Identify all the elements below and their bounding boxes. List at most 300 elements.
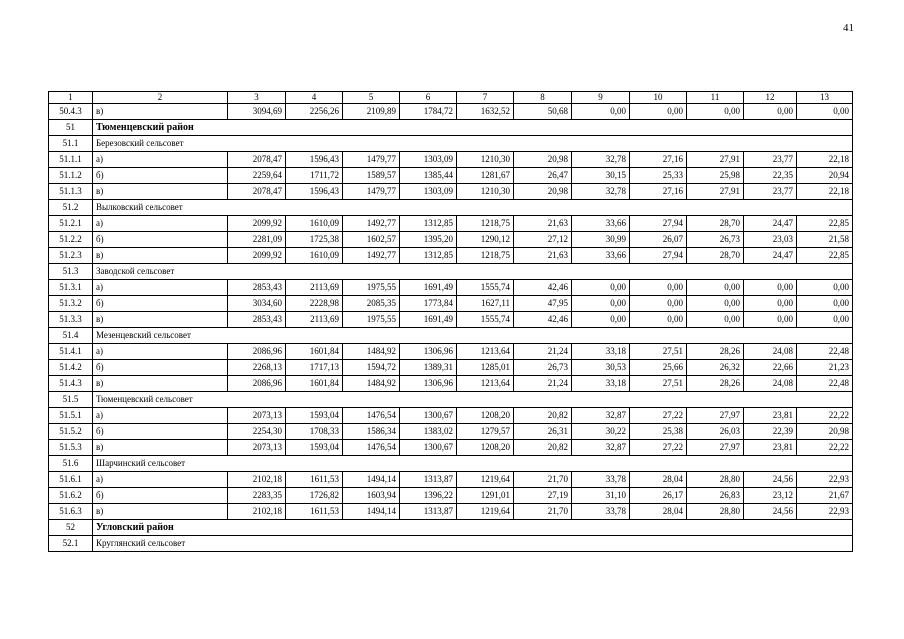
value-cell: 2853,43: [228, 280, 286, 296]
row-label: а): [93, 408, 228, 424]
row-label: в): [93, 104, 228, 120]
value-cell: 1218,75: [457, 216, 514, 232]
table-row: [49, 440, 853, 456]
value-cell: 0,00: [687, 280, 744, 296]
table-row: [49, 424, 853, 440]
value-cell: 1726,82: [286, 488, 343, 504]
value-cell: 0,00: [797, 296, 853, 312]
value-cell: 1610,09: [286, 216, 343, 232]
section-title: Тюменцевский сельсовет: [93, 392, 853, 408]
value-cell: 0,00: [687, 312, 744, 328]
value-cell: 28,26: [687, 376, 744, 392]
value-cell: 0,00: [572, 296, 630, 312]
section-title: Тюменцевский район: [93, 120, 853, 136]
row-code: 51.3.2: [49, 296, 93, 312]
value-cell: 1586,34: [343, 424, 400, 440]
value-cell: 21,23: [797, 360, 853, 376]
row-label: в): [93, 504, 228, 520]
value-cell: 20,82: [514, 408, 572, 424]
value-cell: 1313,87: [400, 472, 457, 488]
value-cell: 1291,01: [457, 488, 514, 504]
value-cell: 2102,18: [228, 504, 286, 520]
row-label: б): [93, 488, 228, 504]
value-cell: 2086,96: [228, 344, 286, 360]
value-cell: 1385,44: [400, 168, 457, 184]
header-row: [49, 92, 853, 104]
value-cell: 23,12: [744, 488, 797, 504]
value-cell: 21,67: [797, 488, 853, 504]
value-cell: 22,85: [797, 216, 853, 232]
council-row: [49, 328, 853, 344]
value-cell: 1306,96: [400, 376, 457, 392]
table-row: [49, 472, 853, 488]
value-cell: 3094,69: [228, 104, 286, 120]
row-code: 51.5.2: [49, 424, 93, 440]
value-cell: 22,39: [744, 424, 797, 440]
table-row: [49, 104, 853, 120]
row-code: 51.1: [49, 136, 93, 152]
value-cell: 0,00: [687, 104, 744, 120]
value-cell: 1484,92: [343, 376, 400, 392]
council-row: [49, 536, 853, 552]
section-title: Мезенцевский сельсовет: [93, 328, 853, 344]
value-cell: 28,80: [687, 504, 744, 520]
table-row: [49, 296, 853, 312]
value-cell: 26,17: [630, 488, 687, 504]
value-cell: 1975,55: [343, 312, 400, 328]
value-cell: 47,95: [514, 296, 572, 312]
value-cell: 0,00: [630, 280, 687, 296]
value-cell: 21,63: [514, 248, 572, 264]
row-code: 51.1.2: [49, 168, 93, 184]
value-cell: 1219,64: [457, 504, 514, 520]
row-code: 51.3.1: [49, 280, 93, 296]
value-cell: 1773,84: [400, 296, 457, 312]
table-row: [49, 232, 853, 248]
row-label: а): [93, 216, 228, 232]
value-cell: 33,78: [572, 504, 630, 520]
value-cell: 24,08: [744, 376, 797, 392]
council-row: [49, 136, 853, 152]
value-cell: 1611,53: [286, 472, 343, 488]
value-cell: 22,18: [797, 152, 853, 168]
row-code: 51.5: [49, 392, 93, 408]
value-cell: 22,35: [744, 168, 797, 184]
value-cell: 27,16: [630, 152, 687, 168]
value-cell: 1494,14: [343, 472, 400, 488]
header-cell: 11: [687, 92, 744, 104]
value-cell: 24,56: [744, 504, 797, 520]
row-label: а): [93, 472, 228, 488]
row-code: 51: [49, 120, 93, 136]
value-cell: 2283,35: [228, 488, 286, 504]
table-row: [49, 360, 853, 376]
table-row: [49, 344, 853, 360]
value-cell: 22,85: [797, 248, 853, 264]
value-cell: 22,18: [797, 184, 853, 200]
value-cell: 27,51: [630, 376, 687, 392]
row-code: 51.1.1: [49, 152, 93, 168]
value-cell: 27,97: [687, 408, 744, 424]
row-label: б): [93, 296, 228, 312]
header-cell: 3: [228, 92, 286, 104]
value-cell: 28,80: [687, 472, 744, 488]
value-cell: 1691,49: [400, 280, 457, 296]
value-cell: 2259,64: [228, 168, 286, 184]
value-cell: 1601,84: [286, 344, 343, 360]
value-cell: 1975,55: [343, 280, 400, 296]
value-cell: 1213,64: [457, 376, 514, 392]
value-cell: 2073,13: [228, 408, 286, 424]
header-cell: 12: [744, 92, 797, 104]
value-cell: 2099,92: [228, 216, 286, 232]
value-cell: 1476,54: [343, 408, 400, 424]
value-cell: 1476,54: [343, 440, 400, 456]
row-code: 51.3.3: [49, 312, 93, 328]
value-cell: 0,00: [797, 280, 853, 296]
value-cell: 1213,64: [457, 344, 514, 360]
value-cell: 2853,43: [228, 312, 286, 328]
value-cell: 32,78: [572, 152, 630, 168]
value-cell: 26,83: [687, 488, 744, 504]
value-cell: 20,98: [514, 184, 572, 200]
value-cell: 24,08: [744, 344, 797, 360]
value-cell: 0,00: [797, 312, 853, 328]
data-table: [48, 91, 853, 552]
row-code: 52.1: [49, 536, 93, 552]
row-label: б): [93, 424, 228, 440]
value-cell: 21,70: [514, 504, 572, 520]
value-cell: 26,73: [687, 232, 744, 248]
row-code: 51.4.1: [49, 344, 93, 360]
value-cell: 1632,52: [457, 104, 514, 120]
value-cell: 2102,18: [228, 472, 286, 488]
value-cell: 2254,30: [228, 424, 286, 440]
value-cell: 25,33: [630, 168, 687, 184]
header-cell: 5: [343, 92, 400, 104]
value-cell: 1208,20: [457, 408, 514, 424]
value-cell: 20,98: [514, 152, 572, 168]
section-title: Шарчинский сельсовет: [93, 456, 853, 472]
value-cell: 0,00: [744, 104, 797, 120]
row-code: 51.6.2: [49, 488, 93, 504]
council-row: [49, 200, 853, 216]
row-label: а): [93, 152, 228, 168]
value-cell: 2073,13: [228, 440, 286, 456]
value-cell: 32,87: [572, 440, 630, 456]
council-row: [49, 456, 853, 472]
value-cell: 2099,92: [228, 248, 286, 264]
value-cell: 23,77: [744, 152, 797, 168]
table-row: [49, 280, 853, 296]
row-code: 51.6.1: [49, 472, 93, 488]
value-cell: 30,99: [572, 232, 630, 248]
council-row: [49, 392, 853, 408]
district-row: [49, 520, 853, 536]
row-label: в): [93, 376, 228, 392]
value-cell: 22,66: [744, 360, 797, 376]
row-code: 51.2.1: [49, 216, 93, 232]
row-code: 51.4.3: [49, 376, 93, 392]
table-row: [49, 376, 853, 392]
value-cell: 21,63: [514, 216, 572, 232]
value-cell: 1596,43: [286, 184, 343, 200]
value-cell: 22,48: [797, 376, 853, 392]
value-cell: 2078,47: [228, 184, 286, 200]
value-cell: 1627,11: [457, 296, 514, 312]
value-cell: 1708,33: [286, 424, 343, 440]
value-cell: 2086,96: [228, 376, 286, 392]
value-cell: 26,32: [687, 360, 744, 376]
value-cell: 26,31: [514, 424, 572, 440]
value-cell: 27,22: [630, 440, 687, 456]
value-cell: 0,00: [797, 104, 853, 120]
value-cell: 1484,92: [343, 344, 400, 360]
value-cell: 1593,04: [286, 408, 343, 424]
row-code: 51.1.3: [49, 184, 93, 200]
section-title: Угловский район: [93, 520, 853, 536]
value-cell: 2113,69: [286, 312, 343, 328]
value-cell: 30,22: [572, 424, 630, 440]
value-cell: 1300,67: [400, 408, 457, 424]
value-cell: 27,22: [630, 408, 687, 424]
value-cell: 2228,98: [286, 296, 343, 312]
header-cell: 8: [514, 92, 572, 104]
value-cell: 0,00: [572, 280, 630, 296]
value-cell: 32,78: [572, 184, 630, 200]
row-code: 51.3: [49, 264, 93, 280]
value-cell: 28,26: [687, 344, 744, 360]
value-cell: 0,00: [572, 104, 630, 120]
value-cell: 21,24: [514, 344, 572, 360]
value-cell: 30,15: [572, 168, 630, 184]
row-label: б): [93, 168, 228, 184]
header-cell: 1: [49, 92, 93, 104]
row-code: 51.5.3: [49, 440, 93, 456]
table-row: [49, 312, 853, 328]
value-cell: 1725,38: [286, 232, 343, 248]
value-cell: 1290,12: [457, 232, 514, 248]
row-label: а): [93, 344, 228, 360]
value-cell: 1312,85: [400, 216, 457, 232]
value-cell: 1389,31: [400, 360, 457, 376]
value-cell: 0,00: [630, 296, 687, 312]
value-cell: 23,81: [744, 440, 797, 456]
value-cell: 1395,20: [400, 232, 457, 248]
value-cell: 1711,72: [286, 168, 343, 184]
value-cell: 1492,77: [343, 248, 400, 264]
value-cell: 26,07: [630, 232, 687, 248]
value-cell: 22,93: [797, 504, 853, 520]
header-cell: 10: [630, 92, 687, 104]
value-cell: 0,00: [744, 296, 797, 312]
value-cell: 27,19: [514, 488, 572, 504]
value-cell: 0,00: [744, 312, 797, 328]
row-code: 51.2: [49, 200, 93, 216]
value-cell: 31,10: [572, 488, 630, 504]
value-cell: 28,70: [687, 216, 744, 232]
row-code: 50.4.3: [49, 104, 93, 120]
row-label: в): [93, 248, 228, 264]
value-cell: 1589,57: [343, 168, 400, 184]
value-cell: 26,47: [514, 168, 572, 184]
value-cell: 0,00: [630, 104, 687, 120]
table-row: [49, 488, 853, 504]
district-row: [49, 120, 853, 136]
value-cell: 24,47: [744, 248, 797, 264]
value-cell: 1784,72: [400, 104, 457, 120]
value-cell: 22,48: [797, 344, 853, 360]
table-body: [49, 92, 853, 552]
value-cell: 22,22: [797, 408, 853, 424]
row-code: 51.2.2: [49, 232, 93, 248]
value-cell: 1596,43: [286, 152, 343, 168]
value-cell: 1208,20: [457, 440, 514, 456]
value-cell: 1210,30: [457, 184, 514, 200]
value-cell: 1691,49: [400, 312, 457, 328]
table-row: [49, 168, 853, 184]
value-cell: 1479,77: [343, 184, 400, 200]
section-title: Круглянский сельсовет: [93, 536, 853, 552]
value-cell: 0,00: [630, 312, 687, 328]
section-title: Заводской сельсовет: [93, 264, 853, 280]
value-cell: 1555,74: [457, 312, 514, 328]
value-cell: 1717,13: [286, 360, 343, 376]
value-cell: 25,98: [687, 168, 744, 184]
value-cell: 27,51: [630, 344, 687, 360]
row-label: в): [93, 440, 228, 456]
value-cell: 24,47: [744, 216, 797, 232]
value-cell: 1313,87: [400, 504, 457, 520]
value-cell: 21,58: [797, 232, 853, 248]
value-cell: 42,46: [514, 280, 572, 296]
row-label: в): [93, 312, 228, 328]
value-cell: 1492,77: [343, 216, 400, 232]
row-code: 51.2.3: [49, 248, 93, 264]
value-cell: 1210,30: [457, 152, 514, 168]
value-cell: 1303,09: [400, 152, 457, 168]
header-cell: 13: [797, 92, 853, 104]
section-title: Вылковский сельсовет: [93, 200, 853, 216]
table-row: [49, 408, 853, 424]
value-cell: 27,94: [630, 248, 687, 264]
value-cell: 25,66: [630, 360, 687, 376]
value-cell: 0,00: [687, 296, 744, 312]
value-cell: 2281,09: [228, 232, 286, 248]
row-label: б): [93, 232, 228, 248]
value-cell: 1602,57: [343, 232, 400, 248]
table-row: [49, 152, 853, 168]
value-cell: 27,16: [630, 184, 687, 200]
row-code: 51.6: [49, 456, 93, 472]
value-cell: 22,93: [797, 472, 853, 488]
value-cell: 1603,94: [343, 488, 400, 504]
value-cell: 33,18: [572, 376, 630, 392]
value-cell: 2078,47: [228, 152, 286, 168]
page-number: 41: [843, 22, 854, 34]
value-cell: 1479,77: [343, 152, 400, 168]
section-title: Березовский сельсовет: [93, 136, 853, 152]
value-cell: 23,77: [744, 184, 797, 200]
value-cell: 0,00: [572, 312, 630, 328]
value-cell: 23,81: [744, 408, 797, 424]
value-cell: 20,82: [514, 440, 572, 456]
value-cell: 26,03: [687, 424, 744, 440]
value-cell: 1219,64: [457, 472, 514, 488]
value-cell: 1610,09: [286, 248, 343, 264]
value-cell: 1494,14: [343, 504, 400, 520]
table-row: [49, 184, 853, 200]
value-cell: 1303,09: [400, 184, 457, 200]
value-cell: 25,38: [630, 424, 687, 440]
value-cell: 1611,53: [286, 504, 343, 520]
value-cell: 28,70: [687, 248, 744, 264]
row-code: 51.6.3: [49, 504, 93, 520]
value-cell: 1218,75: [457, 248, 514, 264]
value-cell: 28,04: [630, 472, 687, 488]
council-row: [49, 264, 853, 280]
row-label: б): [93, 360, 228, 376]
value-cell: 27,91: [687, 152, 744, 168]
value-cell: 1396,22: [400, 488, 457, 504]
value-cell: 27,94: [630, 216, 687, 232]
value-cell: 28,04: [630, 504, 687, 520]
value-cell: 1279,57: [457, 424, 514, 440]
header-cell: 9: [572, 92, 630, 104]
table-row: [49, 248, 853, 264]
row-code: 51.4: [49, 328, 93, 344]
value-cell: 50,68: [514, 104, 572, 120]
table-row: [49, 216, 853, 232]
value-cell: 33,66: [572, 216, 630, 232]
value-cell: 3034,60: [228, 296, 286, 312]
value-cell: 2113,69: [286, 280, 343, 296]
value-cell: 1281,67: [457, 168, 514, 184]
value-cell: 32,87: [572, 408, 630, 424]
table-row: [49, 504, 853, 520]
value-cell: 2085,35: [343, 296, 400, 312]
row-label: а): [93, 280, 228, 296]
row-code: 51.5.1: [49, 408, 93, 424]
value-cell: 0,00: [744, 280, 797, 296]
row-code: 51.4.2: [49, 360, 93, 376]
value-cell: 1593,04: [286, 440, 343, 456]
value-cell: 33,18: [572, 344, 630, 360]
value-cell: 1306,96: [400, 344, 457, 360]
header-cell: 7: [457, 92, 514, 104]
value-cell: 21,70: [514, 472, 572, 488]
value-cell: 21,24: [514, 376, 572, 392]
value-cell: 1300,67: [400, 440, 457, 456]
value-cell: 2268,13: [228, 360, 286, 376]
value-cell: 20,98: [797, 424, 853, 440]
value-cell: 33,78: [572, 472, 630, 488]
value-cell: 20,94: [797, 168, 853, 184]
value-cell: 33,66: [572, 248, 630, 264]
value-cell: 1383,02: [400, 424, 457, 440]
value-cell: 1285,01: [457, 360, 514, 376]
header-cell: 6: [400, 92, 457, 104]
value-cell: 1312,85: [400, 248, 457, 264]
value-cell: 27,97: [687, 440, 744, 456]
value-cell: 24,56: [744, 472, 797, 488]
value-cell: 2109,89: [343, 104, 400, 120]
header-cell: 2: [93, 92, 228, 104]
value-cell: 1601,84: [286, 376, 343, 392]
row-label: в): [93, 184, 228, 200]
row-code: 52: [49, 520, 93, 536]
value-cell: 30,53: [572, 360, 630, 376]
